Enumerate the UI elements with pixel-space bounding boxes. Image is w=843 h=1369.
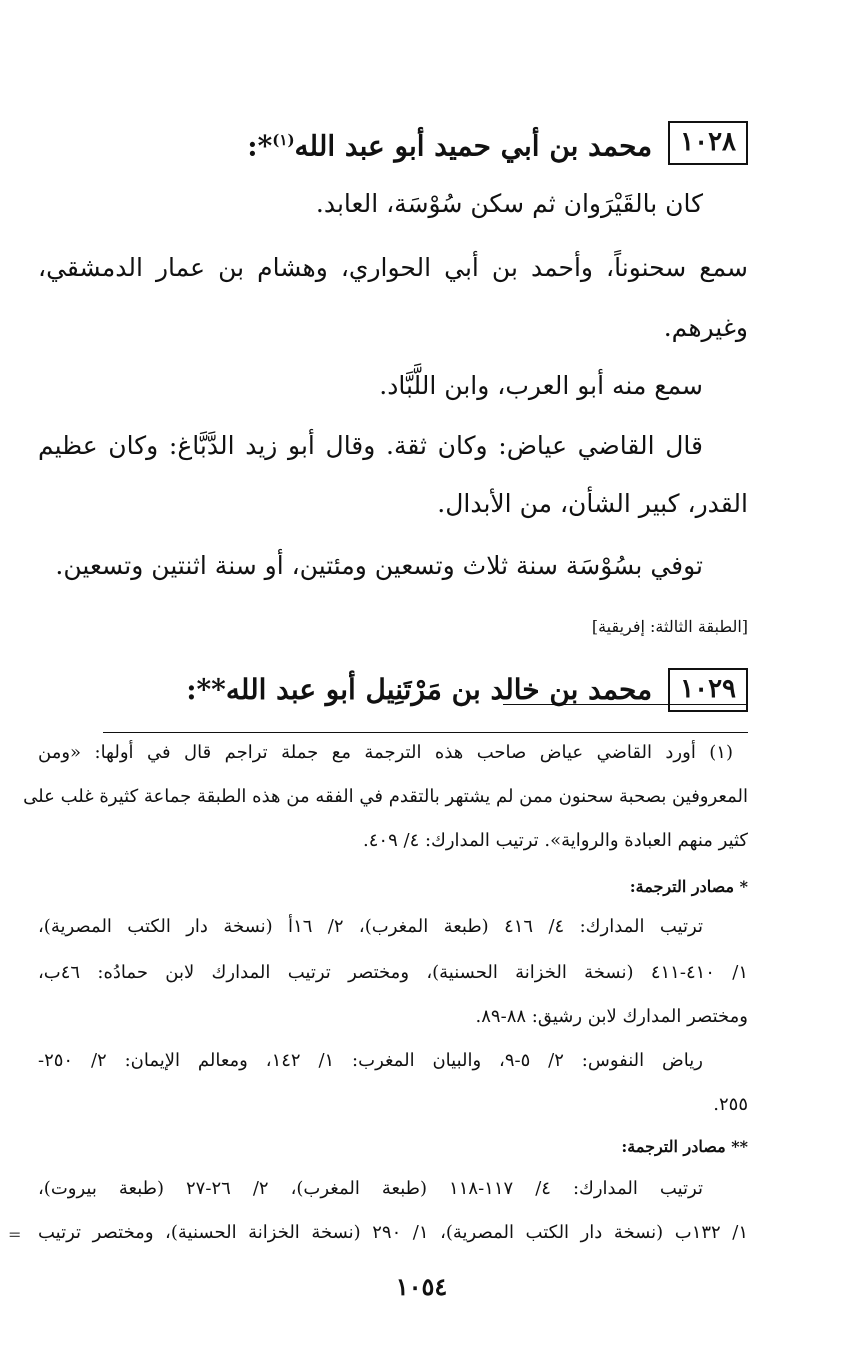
entry-title-text: محمد بن أبي حميد أبو عبد الله [294,129,653,163]
page-number: ١٠٥٤ [395,1272,448,1301]
source-line: ومختصر المدارك لابن رشيق: ٨٨-٨٩. [475,1006,748,1027]
continuation-mark: = [8,1225,22,1244]
source-mark: *: [247,129,273,163]
footnote-line: (١) أورد القاضي عياض صاحب هذه الترجمة مع جملة تراجم قال في أولها: «ومن [38,742,733,763]
entry-number-box: ١٠٢٨ [668,121,748,165]
heading-underline [503,704,748,705]
source-line: ١/ ٤١٠-٤١١ (نسخة الخزانة الحسنية)، ومختصر ترتيب المدارك لابن حمادُه: ٤٦ب، [38,962,748,983]
entry-heading-1029 [186,668,748,712]
body-line: قال القاضي عياض: وكان ثقة. وقال أبو زيد الدَّبَّاغ: وكان عظيم [38,431,703,460]
tabaqa-label: [الطبقة الثالثة: إفريقية] [591,617,748,636]
source-line: ٢٥٥. [713,1094,748,1115]
source-line: ترتيب المدارك: ٤/ ٤١٦ (طبعة المغرب)، ٢/ ١٦أ (نسخة دار الكتب المصرية)، [38,916,703,937]
entry-number-box: ١٠٢٩ [668,668,748,712]
body-line: وغيرهم. [663,313,748,342]
source-line: ١/ ١٣٢ب (نسخة دار الكتب المصرية)، ١/ ٢٩٠ (نسخة الخزانة الحسنية)، ومختصر ترتيب [38,1222,748,1243]
source-line: رياض النفوس: ٢/ ٥-٩، والبيان المغرب: ١/ ١٤٢، ومعالم الإيمان: ٢/ ٢٥٠- [38,1050,703,1071]
footnote-separator [103,732,748,733]
body-line: سمع سحنوناً، وأحمد بن أبي الحواري، وهشام بن عمار الدمشقي، [38,253,748,282]
source-line: ترتيب المدارك: ٤/ ١١٧-١١٨ (طبعة المغرب)، ٢/ ٢٦-٢٧ (طبعة بيروت)، [38,1178,703,1199]
footnote-line: كثير منهم العبادة والرواية». ترتيب المدارك: ٤/ ٤٠٩. [363,830,748,851]
sources-heading: * مصادر الترجمة: [629,877,748,896]
body-line: توفي بسُوْسَة سنة ثلاث وتسعين ومئتين، أو سنة اثنتين وتسعين. [55,551,703,580]
source-mark: **: [186,673,226,706]
sources-heading: ** مصادر الترجمة: [621,1137,748,1156]
body-line: كان بالقَيْرَوان ثم سكن سُوْسَة، العابد. [315,189,703,218]
body-line: القدر، كبير الشأن، من الأبدال. [437,489,748,518]
footnote-ref: (١) [272,131,295,149]
entry-title-text: محمد بن خالد بن مَرْتَنِيل أبو عبد الله [225,673,653,706]
entry-title [247,120,652,166]
body-line: سمع منه أبو العرب، وابن اللَّبَّاد. [379,371,703,400]
footnote-line: المعروفين بصحبة سحنون ممن لم يشتهر بالتقدم في الفقه من هذه الطبقة جماعة كثيرة غلب على [23,786,748,807]
entry-heading-1028 [247,120,748,166]
